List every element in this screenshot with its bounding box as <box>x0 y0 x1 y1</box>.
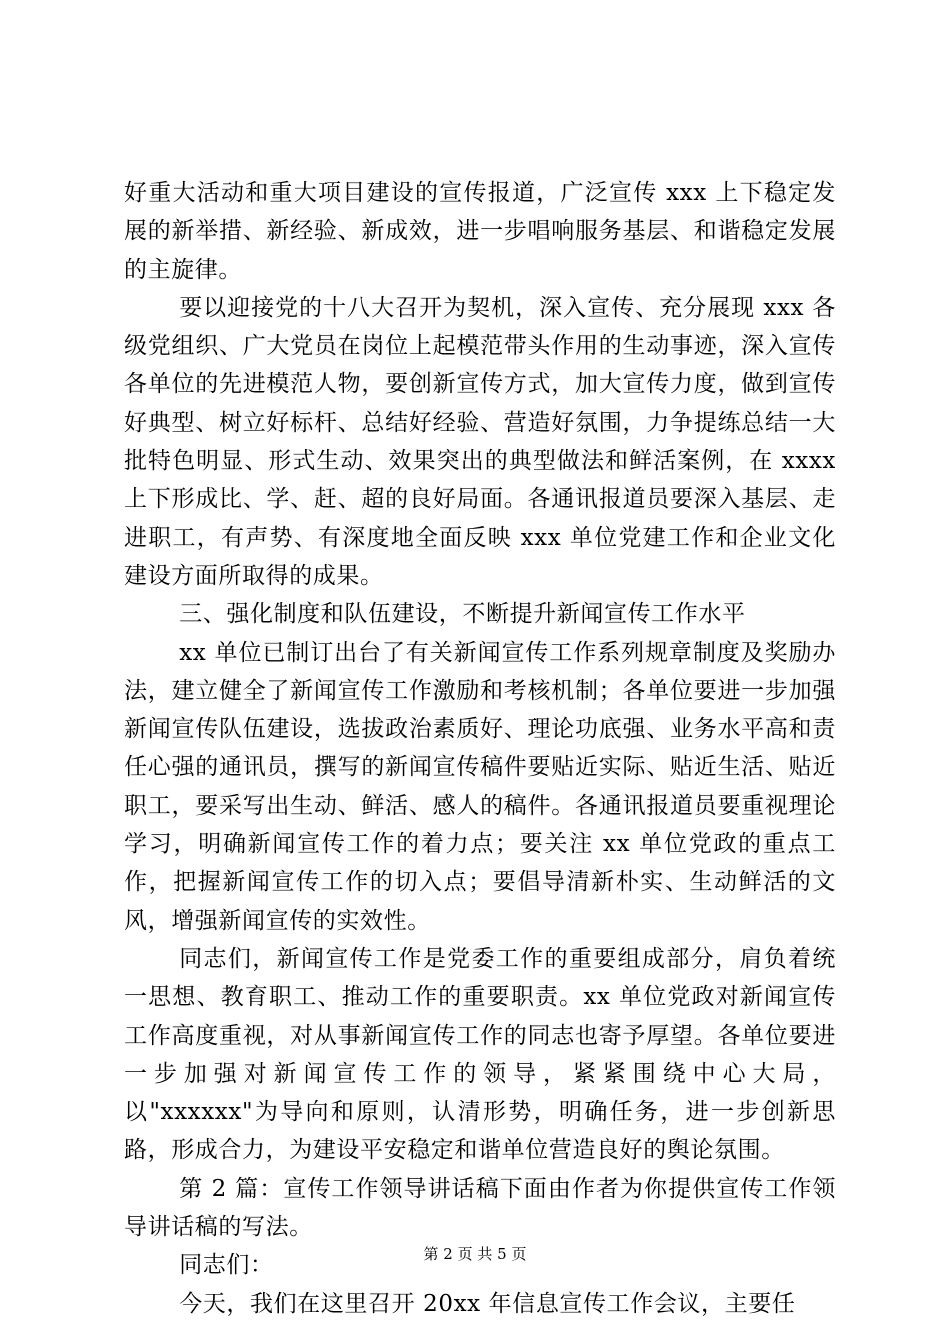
paragraph-4: 同志们，新闻宣传工作是党委工作的重要组成部分，肩负着统一思想、教育职工、推动工作的重要职责。xx 单位党政对新闻宣传工作高度重视，对从事新闻宣传工作的同志也寄予厚望。各单位要进一步加强对新闻宣传工作的领导，紧紧围绕中心大局，以"xxxxxx"为导向和原则，认清形势，明确任务，进一步创新思路，形成合力，为建设平安稳定和谐单位营造良好的舆论氛围。 <box>124 945 836 1164</box>
paragraph-1: 好重大活动和重大项目建设的宣传报道，广泛宣传 xxx 上下稳定发展的新举措、新经验、新成效，进一步唱响服务基层、和谐稳定发展的主旋律。 <box>124 180 836 283</box>
article-2-intro: 第 2 篇：宣传工作领导讲话稿下面由作者为你提供宣传工作领导讲话稿的写法。 <box>124 1175 836 1241</box>
paragraph-5: 今天，我们在这里召开 20xx 年信息宣传工作会议，主要任 <box>179 1290 796 1317</box>
salutation: 同志们： <box>179 1252 274 1279</box>
document-body <box>124 174 836 1323</box>
paragraph-3: xx 单位已制订出台了有关新闻宣传工作系列规章制度及奖励办法，建立健全了新闻宣传工作激励和考核机制；各单位要进一步加强新闻宣传队伍建设，选拔政治素质好、理论功底强、业务水平高和责任心强的通讯员，撰写的新闻宣传稿件要贴近实际、贴近生活、贴近职工，要采写出生动、鲜活、感人的稿件。各通讯报道员要重视理论学习，明确新闻宣传工作的着力点；要关注 xx 单位党政的重点工作，把握新闻宣传工作的切入点；要倡导清新朴实、生动鲜活的文风，增强新闻宣传的实效性。 <box>124 639 836 934</box>
section-heading: 三、强化制度和队伍建设，不断提升新闻宣传工作水平 <box>179 601 746 628</box>
page-footer: 第 2 页 共 5 页 <box>423 1245 527 1263</box>
paragraph-2: 要以迎接党的十八大召开为契机，深入宣传、充分展现 xxx 各级党组织、广大党员在岗位上起模范带头作用的生动事迹，深入宣传各单位的先进模范人物，要创新宣传方式，加大宣传力度，做到宣传好典型、树立好标杆、总结好经验、营造好氛围，力争提练总结一大批特色明显、形式生动、效果突出的典型做法和鲜活案例，在 xxxx 上下形成比、学、赶、超的良好局面。各通讯报道员要深入基层、走进职工，有声势、有深度地全面反映 xxx 单位党建工作和企业文化建设方面所取得的成果。 <box>124 294 836 589</box>
